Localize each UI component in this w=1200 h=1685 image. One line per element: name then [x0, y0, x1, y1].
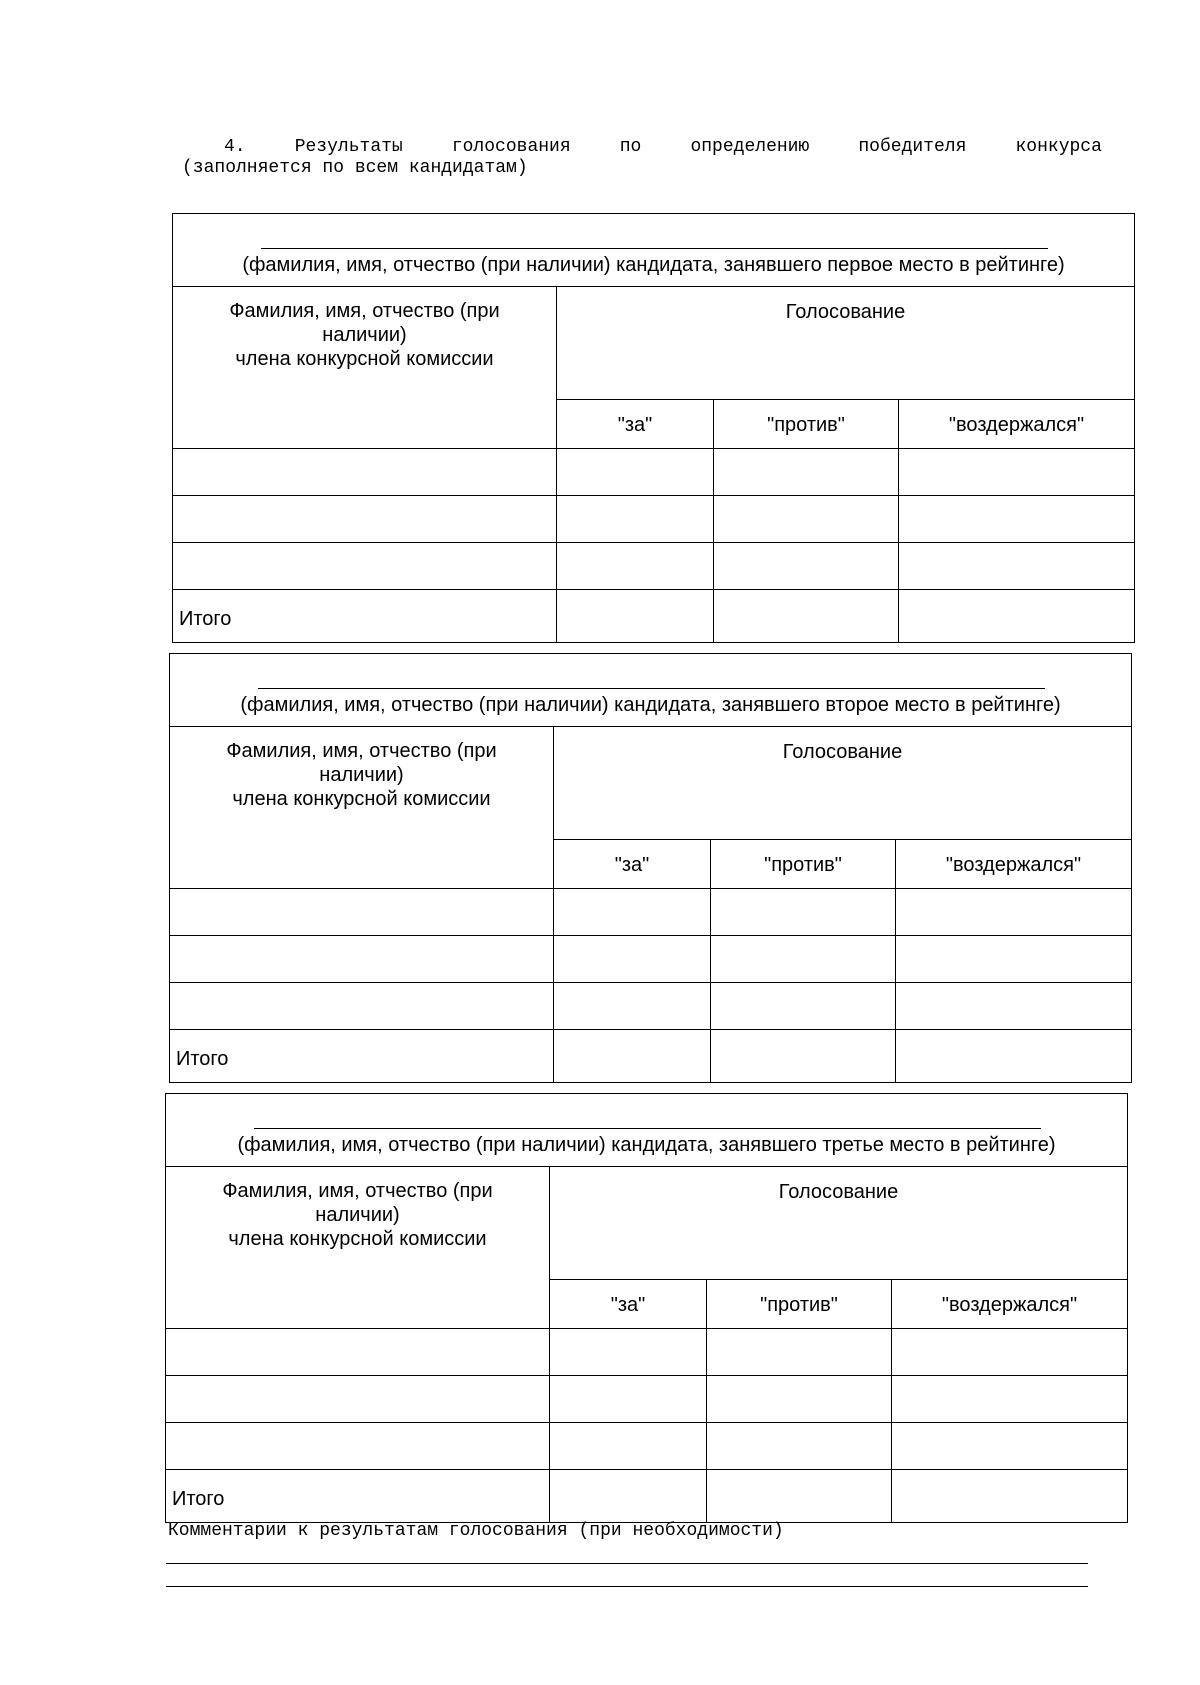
candidate-caption: (фамилия, имя, отчество (при наличии) кандидата, занявшего первое место в рейтинге)	[242, 254, 1065, 276]
total-for-cell[interactable]	[554, 1030, 711, 1083]
option-for: "за"	[550, 1280, 707, 1329]
vote-abstain-cell[interactable]	[899, 449, 1135, 496]
total-against-cell[interactable]	[707, 1470, 892, 1523]
vote-abstain-cell[interactable]	[899, 496, 1135, 543]
total-label: Итого	[173, 590, 557, 643]
member-name-cell[interactable]	[170, 936, 554, 983]
section-heading-line-1	[182, 137, 1102, 158]
member-header-line: члена конкурсной комиссии	[232, 788, 491, 810]
table-row	[166, 1376, 1128, 1423]
member-name-cell[interactable]	[166, 1423, 550, 1470]
heading-word: 4.	[224, 137, 246, 157]
candidate-name-cell[interactable]	[173, 214, 1135, 287]
total-abstain-cell[interactable]	[899, 590, 1135, 643]
vote-table-second-place	[169, 653, 1132, 1083]
total-label: Итого	[166, 1470, 550, 1523]
total-label: Итого	[170, 1030, 554, 1083]
table-row	[173, 543, 1135, 590]
total-abstain-cell[interactable]	[892, 1470, 1128, 1523]
total-row	[166, 1470, 1128, 1523]
vote-for-cell[interactable]	[554, 983, 711, 1030]
member-column-header	[170, 727, 554, 889]
member-header-line: Фамилия, имя, отчество (при	[229, 300, 500, 322]
vote-against-cell[interactable]	[714, 496, 899, 543]
vote-table-first-place	[172, 213, 1135, 643]
vote-for-cell[interactable]	[557, 543, 714, 590]
vote-against-cell[interactable]	[711, 983, 896, 1030]
option-for: "за"	[557, 400, 714, 449]
option-against: "против"	[707, 1280, 892, 1329]
vote-column-header: Голосование	[554, 727, 1132, 840]
total-for-cell[interactable]	[557, 590, 714, 643]
vote-for-cell[interactable]	[554, 936, 711, 983]
vote-against-cell[interactable]	[714, 543, 899, 590]
option-abstain: "воздержался"	[899, 400, 1135, 449]
heading-word: голосования	[451, 137, 571, 157]
candidate-caption: (фамилия, имя, отчество (при наличии) кандидата, занявшего второе место в рейтинге)	[240, 694, 1061, 716]
comments-label: Комментарии к результатам голосования (при необходимости)	[168, 1521, 784, 1541]
vote-table-third-place	[165, 1093, 1128, 1523]
member-header-line: Фамилия, имя, отчество (при	[222, 1180, 493, 1202]
table-row	[170, 936, 1132, 983]
member-header-line: члена конкурсной комиссии	[235, 348, 494, 370]
table-row	[173, 496, 1135, 543]
total-against-cell[interactable]	[714, 590, 899, 643]
candidate-name-cell[interactable]	[170, 654, 1132, 727]
vote-abstain-cell[interactable]	[892, 1423, 1128, 1470]
candidate-caption: (фамилия, имя, отчество (при наличии) кандидата, занявшего третье место в рейтинге)	[237, 1134, 1056, 1156]
member-column-header	[166, 1167, 550, 1329]
table-row	[173, 449, 1135, 496]
table-row	[170, 889, 1132, 936]
table-row	[166, 1423, 1128, 1470]
table-row	[170, 983, 1132, 1030]
member-header-line: члена конкурсной комиссии	[228, 1228, 487, 1250]
vote-abstain-cell[interactable]	[892, 1329, 1128, 1376]
vote-against-cell[interactable]	[711, 889, 896, 936]
total-for-cell[interactable]	[550, 1470, 707, 1523]
heading-word: по	[619, 137, 642, 157]
member-name-cell[interactable]	[173, 496, 557, 543]
heading-word: конкурса	[1015, 137, 1102, 157]
member-header-line: Фамилия, имя, отчество (при	[226, 740, 497, 762]
vote-against-cell[interactable]	[711, 936, 896, 983]
table-row	[166, 1329, 1128, 1376]
vote-against-cell[interactable]	[707, 1329, 892, 1376]
vote-for-cell[interactable]	[554, 889, 711, 936]
total-against-cell[interactable]	[711, 1030, 896, 1083]
member-name-cell[interactable]	[166, 1329, 550, 1376]
member-name-cell[interactable]	[170, 889, 554, 936]
member-name-cell[interactable]	[173, 543, 557, 590]
section-heading-line-2: (заполняется по всем кандидатам)	[182, 158, 528, 178]
vote-abstain-cell[interactable]	[896, 889, 1132, 936]
total-row	[173, 590, 1135, 643]
vote-against-cell[interactable]	[707, 1376, 892, 1423]
vote-for-cell[interactable]	[550, 1376, 707, 1423]
vote-column-header: Голосование	[557, 287, 1135, 400]
total-row	[170, 1030, 1132, 1083]
vote-for-cell[interactable]	[557, 449, 714, 496]
option-abstain: "воздержался"	[896, 840, 1132, 889]
option-for: "за"	[554, 840, 711, 889]
option-abstain: "воздержался"	[892, 1280, 1128, 1329]
member-name-cell[interactable]	[166, 1376, 550, 1423]
member-header-line: наличии)	[315, 1204, 400, 1226]
vote-column-header: Голосование	[550, 1167, 1128, 1280]
candidate-name-cell[interactable]	[166, 1094, 1128, 1167]
heading-word: победителя	[858, 137, 967, 157]
vote-for-cell[interactable]	[550, 1329, 707, 1376]
option-against: "против"	[711, 840, 896, 889]
heading-word: Результаты	[294, 137, 403, 157]
option-against: "против"	[714, 400, 899, 449]
vote-for-cell[interactable]	[557, 496, 714, 543]
member-name-cell[interactable]	[170, 983, 554, 1030]
comments-line[interactable]	[166, 1563, 1088, 1564]
vote-against-cell[interactable]	[707, 1423, 892, 1470]
member-name-cell[interactable]	[173, 449, 557, 496]
section-heading	[182, 137, 1102, 179]
candidate-name-line	[261, 248, 1048, 249]
member-column-header	[173, 287, 557, 449]
candidate-name-line	[258, 688, 1045, 689]
vote-against-cell[interactable]	[714, 449, 899, 496]
comments-line[interactable]	[166, 1586, 1088, 1587]
vote-abstain-cell[interactable]	[899, 543, 1135, 590]
member-header-line: наличии)	[319, 764, 404, 786]
vote-for-cell[interactable]	[550, 1423, 707, 1470]
member-header-line: наличии)	[322, 324, 407, 346]
candidate-name-line	[254, 1128, 1041, 1129]
vote-abstain-cell[interactable]	[896, 983, 1132, 1030]
heading-word: определению	[690, 137, 810, 157]
total-abstain-cell[interactable]	[896, 1030, 1132, 1083]
vote-abstain-cell[interactable]	[896, 936, 1132, 983]
vote-abstain-cell[interactable]	[892, 1376, 1128, 1423]
